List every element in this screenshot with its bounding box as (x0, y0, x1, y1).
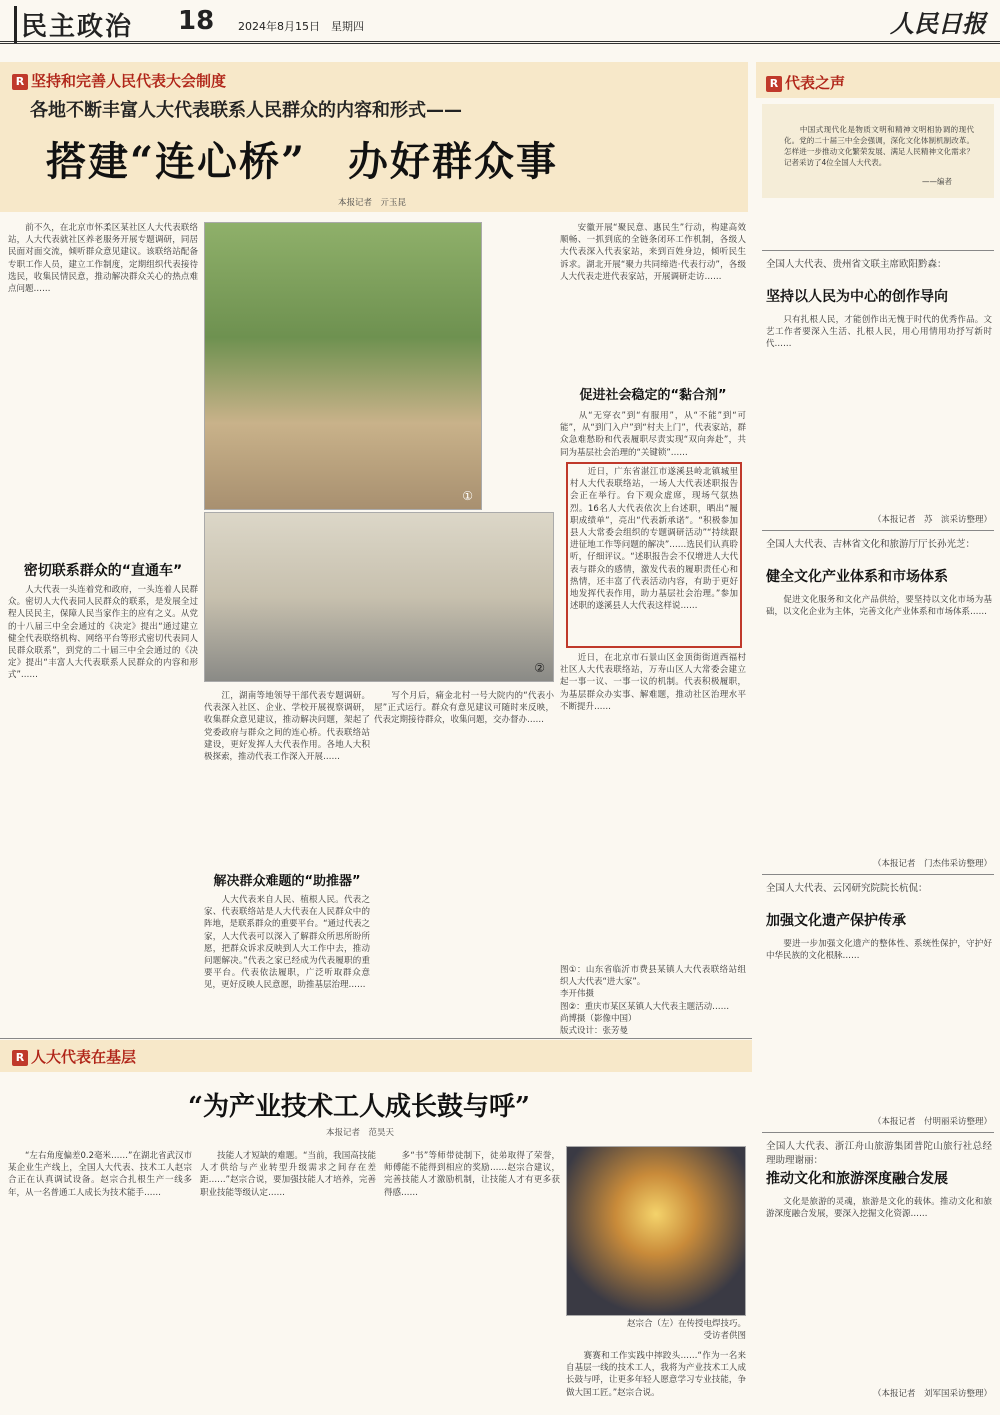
bottom-photo-caption: 赵宗合（左）在传授电焊技巧。 受访者供图 (626, 1319, 746, 1342)
right-item-divider (762, 1132, 994, 1133)
r-tag-icon-2: R (766, 76, 782, 92)
right-item-body: 促进文化服务和文化产品供给，要坚持以文化市场为基础，以文化企业为主体，完善文化产业体系和市场体系…… (766, 595, 992, 618)
right-item-speaker: 全国人大代表、云冈研究院院长杭侃： (766, 883, 928, 894)
bottom-divider (0, 1038, 752, 1039)
bottom-col-1: “左右角度偏差0.2毫米……”在湖北省武汉市某企业生产线上，全国人大代表、技术工人赵宗合正在认真调试设备。赵宗合扎根生产一线多年，从一名普通工人成长为技术能手…… (8, 1151, 192, 1198)
right-item-divider (762, 530, 994, 531)
subhead-glue: 促进社会稳定的“黏合剂” (579, 388, 727, 403)
bottom-col-4: 赛赛和工作实践中摔跤头……“作为一名来自基层一线的技术工人，我将为产业技术工人成长鼓与呼，让更多年轻人愿意学习专业技能，争做大国工匠。”赵宗合说。 (566, 1351, 746, 1398)
subhead-booster: 解决群众难题的“助推器” (213, 874, 361, 889)
newspaper-logo: 人民日报 (890, 9, 986, 38)
bottom-col-3: 多“书”等师带徒制下，徒弟取得了荣誉，师傅能不能得到相应的奖励……赵宗合建议，完善技能人才激励机制，让技能人才有更多获得感…… (384, 1151, 560, 1198)
top-headline: 搭建“连心桥” 办好群众事 (46, 138, 559, 185)
right-band-label: R 代表之声 (766, 72, 845, 93)
right-intro-text: 中国式现代化是物质文明和精神文明相协调的现代化。党的二十届三中全会强调，深化文化体制机制改革。怎样进一步推动文化繁荣发展、满足人民精神文化需求？记者采访了4位全国人大代表。 (784, 125, 974, 167)
r-tag-icon-3: R (12, 1050, 28, 1066)
article-col-d: 写个月后，痛金北村一号大院内的“代表小屋”正式运行。群众有意见建议可随时来反映，代表定期接待群众，收集问题，交办督办…… (374, 691, 554, 726)
top-kicker: 各地不断丰富人大代表联系人民群众的内容和形式—— (30, 100, 462, 121)
right-item-body: 只有扎根人民，才能创作出无愧于时代的优秀作品。文艺工作者要深入生活、扎根人民，用心用情用功抒写新时代…… (766, 315, 992, 350)
bottom-byline: 本报记者 范昊天 (326, 1128, 395, 1138)
photo-2-number: ② (534, 661, 545, 675)
bottom-photo (566, 1146, 746, 1316)
issue-date: 2024年8月15日 星期四 (238, 20, 364, 33)
page-header (0, 0, 1000, 44)
right-item-divider (762, 874, 994, 875)
article-col-f: 从“无穿衣”到“有服用”，从“不能”到“可能”，从“到门入户”到“村夫上门”，代表家站，群众急难愁盼和代表履职尽责实现“双向奔赴”，共同为基层社会治理的“关键锁”…… (560, 411, 746, 458)
article-col-e: 安徽开展“聚民意、惠民生”行动，构建高效顺畅、一抓到底的全链条闭环工作机制，各级人大代表深入代表家站，来到百姓身边，倾听民生诉求。湖北开展“聚力共同缔造·代表行动”，各级人大代表走进代表家站，开展调研走访…… (560, 223, 746, 282)
right-item-sign: （本报记者 门杰伟采访整理） (872, 859, 992, 869)
article-col-c2: 人大代表来自人民、植根人民。代表之家、代表联络站是人大代表在人民群众中的阵地，是联系群众的重要平台。“通过代表之家，人大代表可以深入了解群众所思所盼所愿，把群众诉求反映到人大工作中去，推动问题解决。”代表之家已经成为代表履职的重要平台。代表依法履职，广泛听取群众意见，更好反映人民意愿，助推基层治理…… (204, 895, 370, 991)
article-col-c: 江，湖南等地领导干部代表专题调研。代表深入社区、企业、学校开展视察调研，收集群众意见建议，推动解决问题，架起了党委政府与群众之间的连心桥。代表联络站建设，更好发挥人大代表作用。各地人大积极探索，推动代表工作深入开展…… (204, 691, 370, 763)
right-item-title: 推动文化和旅游深度融合发展 (766, 1171, 948, 1187)
subhead-direct-train: 密切联系群众的“直通车” (23, 563, 183, 579)
photo-1 (204, 222, 482, 510)
bottom-band-label: R 人大代表在基层 (12, 1046, 136, 1067)
article-col-h: 近日，在北京市石景山区金顶街街道西福村社区人大代表联络站，万寿山区人大常委会建立起一事一议、一事一议的机制。代表积极履职，为基层群众办实事、解难题，推动社区治理水平不断提升…… (560, 653, 746, 712)
right-item-speaker: 全国人大代表、浙江舟山旅游集团普陀山旅行社总经理助理谢丽： (766, 1141, 992, 1166)
top-byline: 本报记者 亓玉昆 (338, 198, 407, 208)
bottom-col-2: 技能人才短缺的难题。“当前，我国高技能人才供给与产业转型升级需求之间存在差距……”赵宗合说，要加强技能人才培养，完善职业技能等级认定…… (200, 1151, 376, 1198)
right-item-title: 坚持以人民为中心的创作导向 (766, 289, 948, 305)
right-item-body: 文化是旅游的灵魂，旅游是文化的载体。推动文化和旅游深度融合发展，要深入挖掘文化资源…… (766, 1197, 992, 1220)
bottom-headline: “为产业技术工人成长鼓与呼” (188, 1092, 530, 1122)
page-number: 18 (178, 6, 215, 36)
article-col-a: 前不久，在北京市怀柔区某社区人大代表联络站，人大代表就社区养老服务开展专题调研，同居民面对面交流，倾听群众意见建议。该联络站配备专职工作人员，建立工作制度，定期组织代表接待选民，收集民情民意，推动解决群众关心的热点难点问题…… (8, 223, 198, 295)
right-item-speaker: 全国人大代表、吉林省文化和旅游厅厅长孙光芝： (766, 539, 976, 550)
r-tag-icon: R (12, 74, 28, 90)
right-intro-box (762, 104, 994, 198)
right-item-body: 要进一步加强文化遗产的整体性、系统性保护，守护好中华民族的文化根脉…… (766, 939, 992, 962)
right-item-divider (762, 250, 994, 251)
photo-caption: 图①：山东省临沂市费县某镇人大代表联络站组织人大代表“进大家”。 李开伟摄 图②：重庆市某区某镇人大代表主题活动…… 尚博摄（影像中国） 版式设计：张芳曼 (560, 965, 746, 1037)
photo-1-number: ① (462, 489, 473, 503)
right-item-sign: （本报记者 苏 滨采访整理） (872, 515, 992, 525)
right-item-sign: （本报记者 付明丽采访整理） (872, 1117, 992, 1127)
section-title: 民主政治 (14, 6, 133, 43)
right-item-speaker: 全国人大代表、贵州省文联主席欧阳黔森： (766, 259, 947, 270)
top-band-label: R 坚持和完善人民代表大会制度 (12, 70, 226, 91)
article-col-b: 人大代表一头连着党和政府，一头连着人民群众。密切人大代表同人民群众的联系，是发展全过程人民民主，保障人民当家作主的应有之义。从党的十八届三中全会通过的《决定》提出“通过建立健全代表联络机构、网络平台等形式密切代表同人民群众联系”，到党的二十届三中全会通过的《决定》提出“丰富人大代表联系人民群众的内容和形式”…… (8, 585, 198, 681)
right-item-sign: （本报记者 刘军国采访整理） (872, 1389, 992, 1399)
right-item-title: 加强文化遗产保护传承 (766, 913, 906, 929)
highlighted-paragraph: 近日，广东省湛江市遂溪县岭北镇城里村人大代表联络站，一场人大代表述职报告会正在举行。台下观众虚席，现场气氛热烈。16名人大代表依次上台述职，晒出“履职成绩单”，亮出“代表新承诺”。“积极参加县人大常委会组织的专题调研活动”“持续跟进征地工作等问题的解决”……选民们认真聆听，仔细评议。“述职报告会不仅增进人大代表与群众的感情，激发代表的履职责任心和热情，还丰富了代表活动内容，有助于更好地发挥代表作用，助力基层社会治理。”参加述职的遂溪县人大代表这样说…… (566, 462, 742, 648)
photo-2 (204, 512, 554, 682)
right-intro-sign: ——编者 (922, 177, 952, 186)
right-item-title: 健全文化产业体系和市场体系 (766, 569, 948, 585)
